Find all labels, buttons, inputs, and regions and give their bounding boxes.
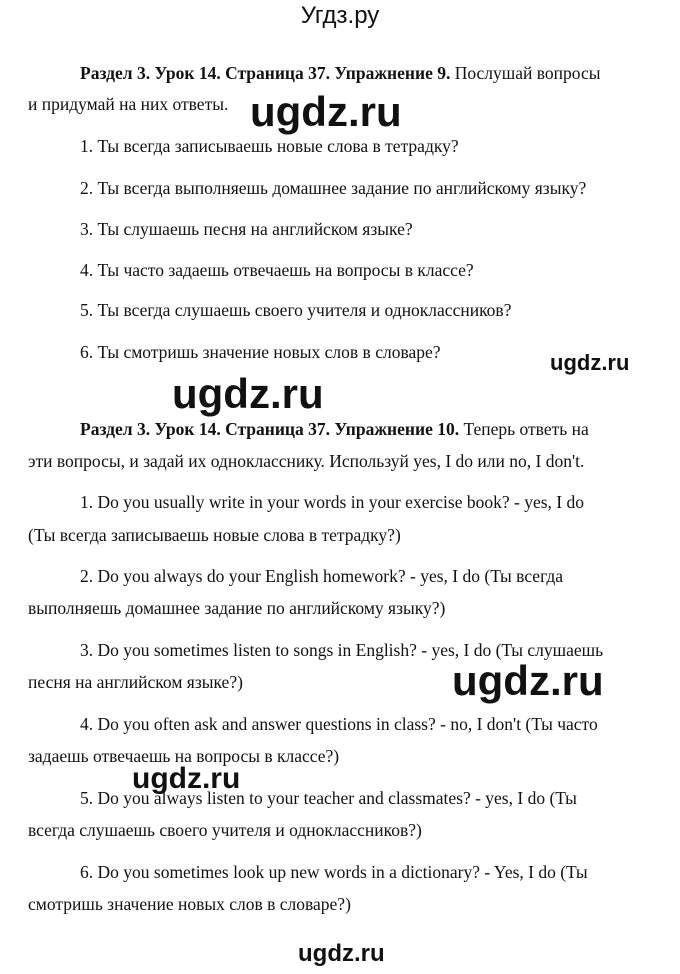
- watermark-2: ugdz.ru: [550, 350, 630, 375]
- watermark-5: ugdz.ru: [132, 762, 241, 795]
- ex10-item-4-line2: задаешь отвечаешь на вопросы в классе?): [28, 746, 340, 766]
- ex10-item-2-line1: 2. Do you always do your English homework? - yes, I do (Ты всегда: [80, 566, 564, 586]
- ex10-item-4-line1: 4. Do you often ask and answer questions in class? - no, I don't (Ты часто: [80, 714, 598, 734]
- ex9-item-1: 1. Ты всегда записываешь новые слова в тетрадку?: [80, 136, 459, 156]
- ex9-item-5: 5. Ты всегда слушаешь своего учителя и одноклассников?: [80, 300, 512, 320]
- ex10-item-6-line1: 6. Do you sometimes look up new words in a dictionary? - Yes, I do (Ты: [80, 862, 588, 882]
- ex10-item-1-line1: 1. Do you usually write in your words in your exercise book? - yes, I do: [80, 492, 584, 512]
- ex10-item-5-line1: 5. Do you always listen to your teacher and classmates? - yes, I do (Ты: [80, 788, 577, 808]
- watermark-3: ugdz.ru: [172, 370, 324, 417]
- ex10-item-5-line2: всегда слушаешь своего учителя и одноклассников?): [28, 820, 422, 840]
- ex9-item-6: 6. Ты смотришь значение новых слов в словаре?: [80, 342, 441, 362]
- ex9-intro-line2: и придумай на них ответы.: [28, 94, 229, 114]
- ex10-intro-line2: эти вопросы, и задай их однокласснику. Используй yes, I do или no, I don't.: [28, 451, 585, 471]
- ex9-item-4: 4. Ты часто задаешь отвечаешь на вопросы в классе?: [80, 260, 474, 280]
- ex10-item-2-line2: выполняешь домашнее задание по английскому языку?): [28, 598, 446, 618]
- ex10-item-3-line2: песня на английском языке?): [28, 672, 243, 692]
- ex10-heading: Раздел 3. Урок 14. Страница 37. Упражнение 10.: [80, 419, 460, 439]
- watermark-4: ugdz.ru: [452, 657, 604, 704]
- ex9-heading: Раздел 3. Урок 14. Страница 37. Упражнение 9.: [80, 63, 451, 83]
- ex9-heading-line: [80, 63, 680, 83]
- watermark-1: ugdz.ru: [250, 88, 402, 135]
- ex10-intro: Теперь ответь на: [459, 419, 589, 439]
- site-title: Угдз.ру: [300, 2, 380, 29]
- ex10-item-6-line2: смотришь значение новых слов в словаре?): [28, 894, 351, 914]
- ex9-intro: Послушай вопросы: [450, 63, 601, 83]
- ex10-heading-line: [80, 419, 680, 439]
- ex10-item-1-line2: (Ты всегда записываешь новые слова в тетрадку?): [28, 525, 401, 545]
- ex9-item-3: 3. Ты слушаешь песня на английском языке?: [80, 219, 413, 239]
- ex9-item-2: 2. Ты всегда выполняешь домашнее задание по английскому языку?: [80, 178, 587, 198]
- watermark-6: ugdz.ru: [298, 940, 385, 967]
- ex10-item-3-line1: 3. Do you sometimes listen to songs in English? - yes, I do (Ты слушаешь: [80, 640, 604, 660]
